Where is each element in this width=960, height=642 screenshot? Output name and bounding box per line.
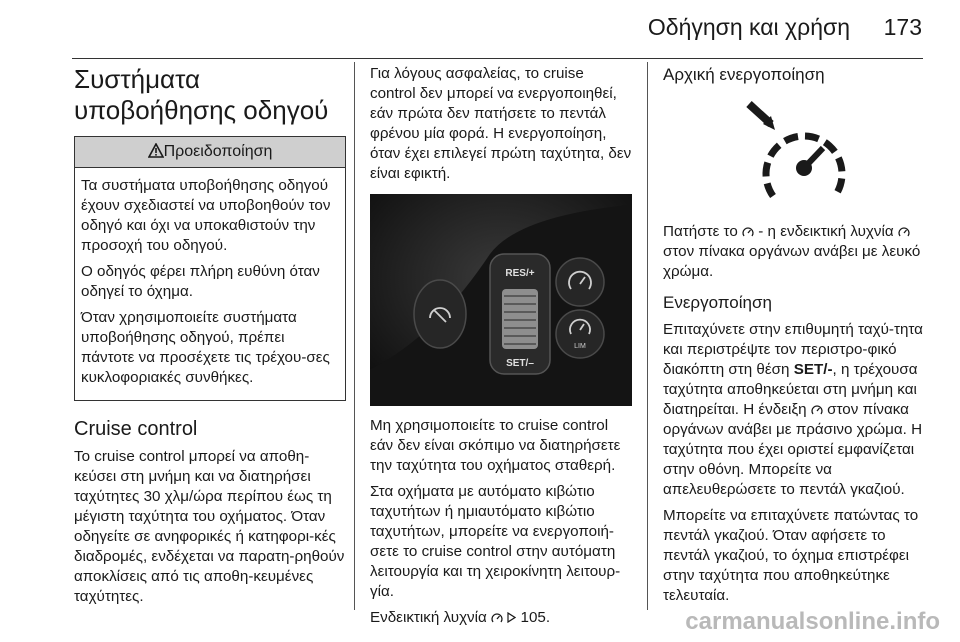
set-label: SET/– (506, 358, 534, 369)
page-title (74, 64, 346, 126)
cruise-control-symbol (663, 94, 925, 212)
warning-paragraph: Όταν χρησιμοποιείτε συστήματα υποβοήθησης οδηγού, πρέπει πάντοτε να προσέχετε τις τρέχου-σες κυκλοφοριακές συνθήκες. (81, 309, 330, 386)
steering-controls-photo (370, 194, 632, 406)
body-paragraph (663, 222, 925, 282)
reference-paragraph (370, 608, 632, 628)
body-paragraph: Μη χρησιμοποιείτε το cruise control εάν δεν είναι σκόπιμο να διατηρήσετε την ταχύτητα του οχήματος σταθερή. (370, 417, 621, 474)
activation-heading: Ενεργοποίηση (663, 293, 772, 312)
initial-activation-heading: Αρχική ενεργοποίηση (663, 65, 825, 84)
text-fragment: στον πίνακα οργάνων ανάβει με λευκό χρώμα. (663, 243, 921, 280)
lim-label: LIM (574, 343, 586, 350)
body-paragraph: Το cruise control μπορεί να αποθη-κεύσει στη μνήμη και να διατηρήσει ταχύτητες 30 χλμ/ώρα περίπου έως τη μέγιστη ταχύτητα του οχήματος. Όταν οδηγείτε σε ανηφορικές ή κατηφορι-κές διαδρομές, ενδέχεται να παρατη-ρηθούν αποκλίσεις από τις αποθη-κευμένες ταχύτητες. (74, 448, 345, 605)
steering-controls-illustration (370, 194, 632, 406)
body-paragraph: Μπορείτε να επιταχύνετε πατώντας το πεντάλ γκαζιού. Όταν αφήσετε το πεντάλ γκαζιού, το όχημα επιστρέφει στην ταχύτητα που αποθηκεύτηκε τελευταία. (663, 507, 919, 604)
res-label: RES/+ (505, 268, 535, 279)
page-number: 173 (883, 14, 922, 40)
cruise-control-icon (811, 401, 823, 418)
reference-page: 105. (520, 609, 551, 626)
warning-paragraph: Ο οδηγός φέρει πλήρη ευθύνη όταν οδηγεί το όχημα. (81, 263, 320, 300)
text-fragment: - η ενδεικτική λυχνία (758, 223, 894, 240)
cruise-control-icon (898, 223, 910, 240)
title-line-2: υποβοήθησης οδηγού (74, 95, 329, 125)
reference-text: Ενδεικτική λυχνία (370, 609, 487, 626)
title-line-1: Συστήματα (74, 64, 201, 94)
cruise-heading: Cruise control (74, 418, 198, 440)
cruise-control-icon (491, 609, 507, 626)
column-divider (354, 62, 355, 610)
warning-title: Προειδοποίηση (163, 143, 273, 160)
cruise-control-icon (742, 223, 754, 240)
set-keyword: SET/- (793, 361, 833, 378)
section-title: Οδήγηση και χρήση (647, 14, 850, 40)
text-fragment: Επιταχύνετε στην επιθυμητή ταχύ-τητα και περιστρέψτε τον περιστρο-φικό διακόπτη στη θέση (663, 321, 923, 378)
page-header (0, 14, 960, 54)
column-1 (74, 64, 346, 613)
column-divider (647, 62, 648, 610)
header-rule (72, 58, 923, 59)
body-paragraph: Στα οχήματα με αυτόματο κιβώτιο ταχυτήτων ή ημιαυτόματο κιβώτιο ταχυτήτων, μπορείτε να ενεργοποιή-σετε το cruise control στην αυτόματη λειτουργία και τη χειροκίνητη λειτουρ-γία. (370, 483, 621, 600)
arrow-reference-icon (507, 609, 520, 626)
warning-header (75, 137, 345, 168)
column-3 (663, 64, 925, 612)
warning-box (74, 136, 346, 401)
cruise-control-icon (663, 94, 925, 212)
text-fragment: στον πίνακα οργάνων ανάβει με πράσινο χρώμα. Η ταχύτητα που έχει οριστεί εμφανίζεται στην οθόνη. Μπορείτε να απελευθερώσετε το πεντάλ γκαζιού. (663, 401, 923, 498)
body-paragraph (663, 320, 925, 500)
text-fragment: Πατήστε το (663, 223, 738, 240)
warning-triangle-icon (148, 143, 164, 158)
watermark: carmanualsonline.info (685, 608, 940, 635)
body-paragraph: Για λόγους ασφαλείας, το cruise control δεν μπορεί να ενεργοποιηθεί, εάν πρώτα δεν πατήσετε το πεντάλ φρένου μία φορά. Η ενεργοποίηση, όταν έχει επιλεγεί πρώτη ταχύτητα, δεν είναι εφικτή. (370, 65, 632, 182)
column-2 (370, 64, 632, 634)
text-fragment: , η τρέχουσα ταχύτητα αποθηκεύεται στη μνήμη και διατηρείται. Η ένδειξη (663, 361, 918, 418)
warning-paragraph: Τα συστήματα υποβοήθησης οδηγού έχουν σχεδιαστεί να υποβοηθούν τον οδηγό και όχι να υποκαθιστούν την προσοχή του οδηγού. (81, 177, 331, 254)
